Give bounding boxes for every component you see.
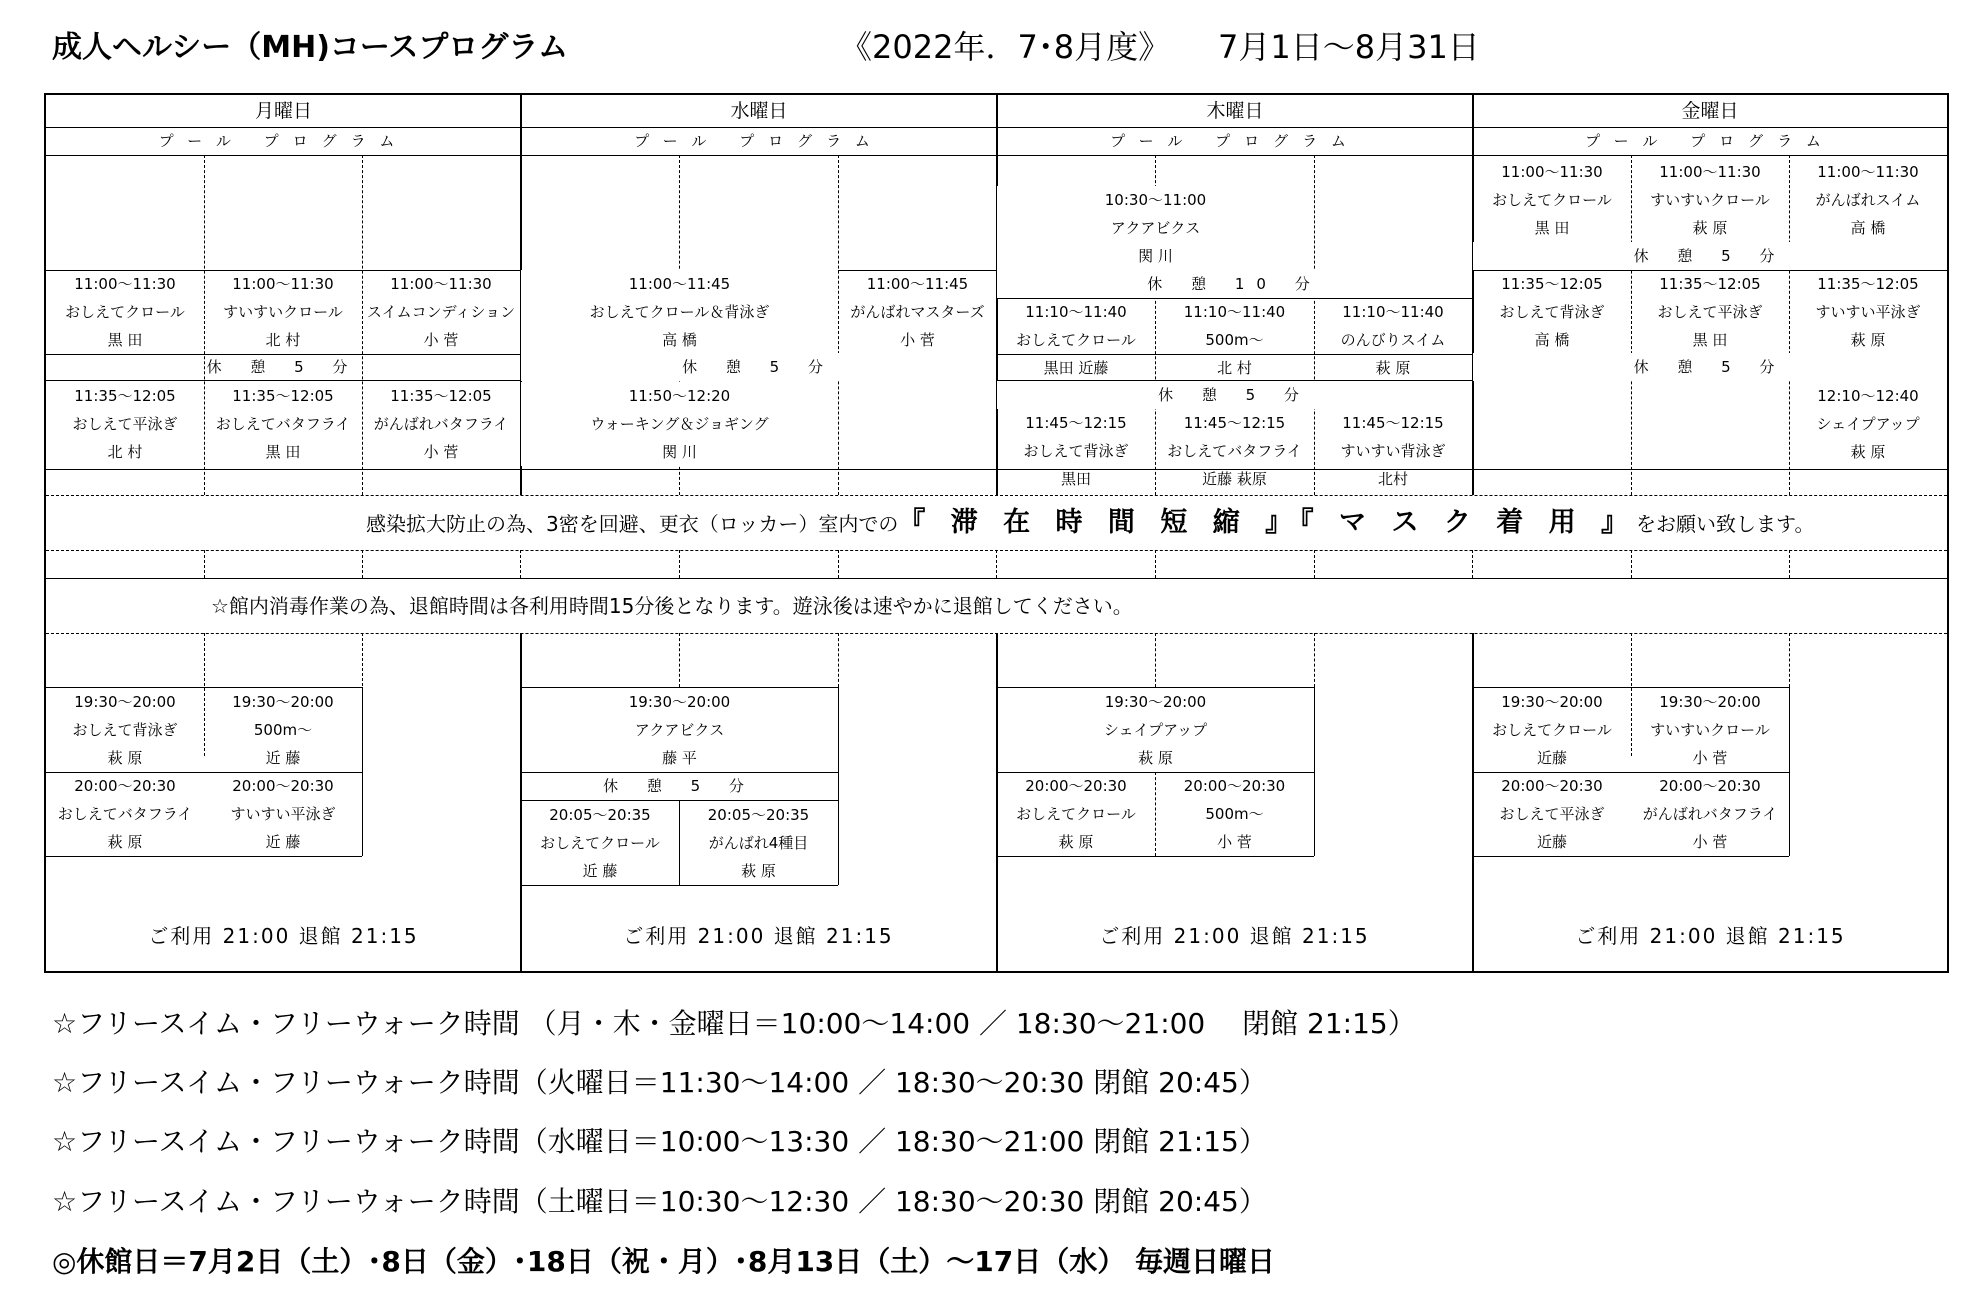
free-swim-note: ☆フリースイム・フリーウォーク時間（火曜日＝11:30～14:00 ／ 18:30～20:30 閉館 20:45） xyxy=(52,1066,1267,1099)
program-cell: 10:30～11:00 アクアビクス 関 川 xyxy=(997,186,1314,270)
program-cell: 19:30～20:00 アクアビクス 藤 平 xyxy=(628,693,731,767)
program-cell: 11:00～11:30 すいすいクロール 萩 原 xyxy=(1650,163,1770,237)
program-cell: 11:35～12:05 おしえて平泳ぎ 黒 田 xyxy=(1657,275,1763,349)
program-cell: 19:30～20:00 シェイプアップ 萩 原 xyxy=(1103,693,1208,767)
program-cell: 19:30～20:00 おしえて背泳ぎ 萩 原 xyxy=(72,693,178,767)
program-cell: 11:10～11:40 500m～ 北 村 xyxy=(1183,303,1286,377)
program-cell: 11:50～12:20 ウォーキング＆ジョギング 関 川 xyxy=(521,382,838,466)
pool-program-label: プール プログラム xyxy=(1110,132,1360,150)
free-swim-note: ☆フリースイム・フリーウォーク時間 （月・木・金曜日＝10:00～14:00 ／ 18:30～21:00 閉館 21:15） xyxy=(52,1007,1416,1040)
program-cell: 20:00～20:30 500m～ 小 菅 xyxy=(1183,777,1286,851)
pool-program-label: プール プログラム xyxy=(158,132,409,150)
program-cell: 20:00～20:30 がんばれバタフライ 小 菅 xyxy=(1642,777,1778,851)
program-cell: 11:35～12:05 おしえて平泳ぎ 北 村 xyxy=(72,387,178,461)
page-title: 成人ヘルシー（MH)コースプログラム xyxy=(52,30,569,65)
program-cell: 11:00～11:30 スイムコンディション 小 菅 xyxy=(366,275,516,349)
disinfection-notice: ☆館内消毒作業の為、退館時間は各利用時間15分後となります。遊泳後は速やかに退館してください。 xyxy=(211,594,1133,618)
program-cell: 11:00～11:45 がんばれマスターズ 小 菅 xyxy=(850,275,985,349)
program-cell: 20:00～20:30 おしえてクロール 萩 原 xyxy=(1016,777,1136,851)
pool-program-label: プール プログラム xyxy=(1585,132,1835,150)
day-header-wednesday: 水曜日 xyxy=(730,100,788,122)
program-cell: 11:10～11:40 おしえてクロール 黒田 近藤 xyxy=(1016,303,1136,377)
program-cell: 11:00～11:45 おしえてクロール＆背泳ぎ 高 橋 xyxy=(521,270,838,354)
program-cell: 11:00～11:30 がんばれスイム 高 橋 xyxy=(1815,163,1921,237)
program-cell: 20:00～20:30 すいすい平泳ぎ 近 藤 xyxy=(230,777,336,851)
program-cell: 11:45～12:15 おしえて背泳ぎ 黒田 xyxy=(1023,414,1129,488)
rest-label: 休 憩 10 分 xyxy=(997,270,1472,298)
rest-label: 休 憩 5 分 xyxy=(997,381,1472,409)
program-cell: 11:45～12:15 おしえてバタフライ 近藤 萩原 xyxy=(1167,414,1302,488)
rest-label: 休 憩 5 分 xyxy=(206,358,360,376)
program-cell: 11:10～11:40 のんびりスイム 萩 原 xyxy=(1340,303,1446,377)
closing-time: ご利用 21:00 退館 21:15 xyxy=(148,924,419,948)
closing-time: ご利用 21:00 退館 21:15 xyxy=(623,924,894,948)
program-cell: 11:00～11:30 すいすいクロール 北 村 xyxy=(223,275,343,349)
day-header-thursday: 木曜日 xyxy=(1206,100,1264,122)
program-cell: 19:30～20:00 500m～ 近 藤 xyxy=(232,693,334,767)
program-cell: 20:05～20:35 がんばれ4種目 萩 原 xyxy=(707,806,810,880)
period-label: 《2022年．7･8月度》 xyxy=(840,28,1171,66)
program-cell: 11:35～12:05 がんばれバタフライ 小 菅 xyxy=(373,387,509,461)
schedule-table xyxy=(44,93,1949,973)
day-header-friday: 金曜日 xyxy=(1681,100,1739,122)
program-cell: 11:35～12:05 すいすい平泳ぎ 萩 原 xyxy=(1815,275,1921,349)
closing-time: ご利用 21:00 退館 21:15 xyxy=(1099,924,1370,948)
program-cell: 11:45～12:15 すいすい背泳ぎ 北村 xyxy=(1340,414,1446,488)
program-cell: 20:00～20:30 おしえて平泳ぎ 近藤 xyxy=(1499,777,1605,851)
rest-label: 休 憩 5 分 xyxy=(1473,242,1947,270)
program-cell: 11:00～11:30 おしえてクロール 黒 田 xyxy=(1492,163,1612,237)
free-swim-note: ☆フリースイム・フリーウォーク時間（土曜日＝10:30～12:30 ／ 18:30～20:30 閉館 20:45） xyxy=(52,1185,1267,1218)
holiday-note: ◎休館日＝7月2日（土）･8日（金）･18日（祝・月）･8月13日（土）～17日（水） 毎週日曜日 xyxy=(52,1245,1276,1278)
rest-label: 休 憩 5 分 xyxy=(603,777,756,795)
pool-program-label: プール プログラム xyxy=(634,132,884,150)
day-header-monday: 月曜日 xyxy=(254,100,312,122)
program-cell: 11:35～12:05 おしえて背泳ぎ 高 橋 xyxy=(1499,275,1605,349)
program-cell: 19:30～20:00 すいすいクロール 小 菅 xyxy=(1650,693,1770,767)
program-cell: 11:00～11:30 おしえてクロール 黒 田 xyxy=(65,275,185,349)
program-cell: 19:30～20:00 おしえてクロール 近藤 xyxy=(1492,693,1612,767)
program-cell: 20:05～20:35 おしえてクロール 近 藤 xyxy=(540,806,660,880)
closing-time: ご利用 21:00 退館 21:15 xyxy=(1575,924,1846,948)
period-range: 7月1日～8月31日 xyxy=(1218,28,1480,66)
notice-banner: 感染拡大防止の為、3密を回避、更衣（ロッカー）室内での『 滞 在 時 間 短 縮 』『 マ ス ク 着 用 』をお願い致します。 xyxy=(366,507,1815,538)
free-swim-note: ☆フリースイム・フリーウォーク時間（水曜日＝10:00～13:30 ／ 18:30～21:00 閉館 21:15） xyxy=(52,1125,1267,1158)
rest-label: 休 憩 5 分 xyxy=(1473,353,1947,381)
rest-label: 休 憩 5 分 xyxy=(521,353,996,381)
program-cell: 11:35～12:05 おしえてバタフライ 黒 田 xyxy=(215,387,351,461)
program-cell: 12:10～12:40 シェイプアップ 萩 原 xyxy=(1816,387,1920,461)
program-cell: 20:00～20:30 おしえてバタフライ 萩 原 xyxy=(57,777,193,851)
